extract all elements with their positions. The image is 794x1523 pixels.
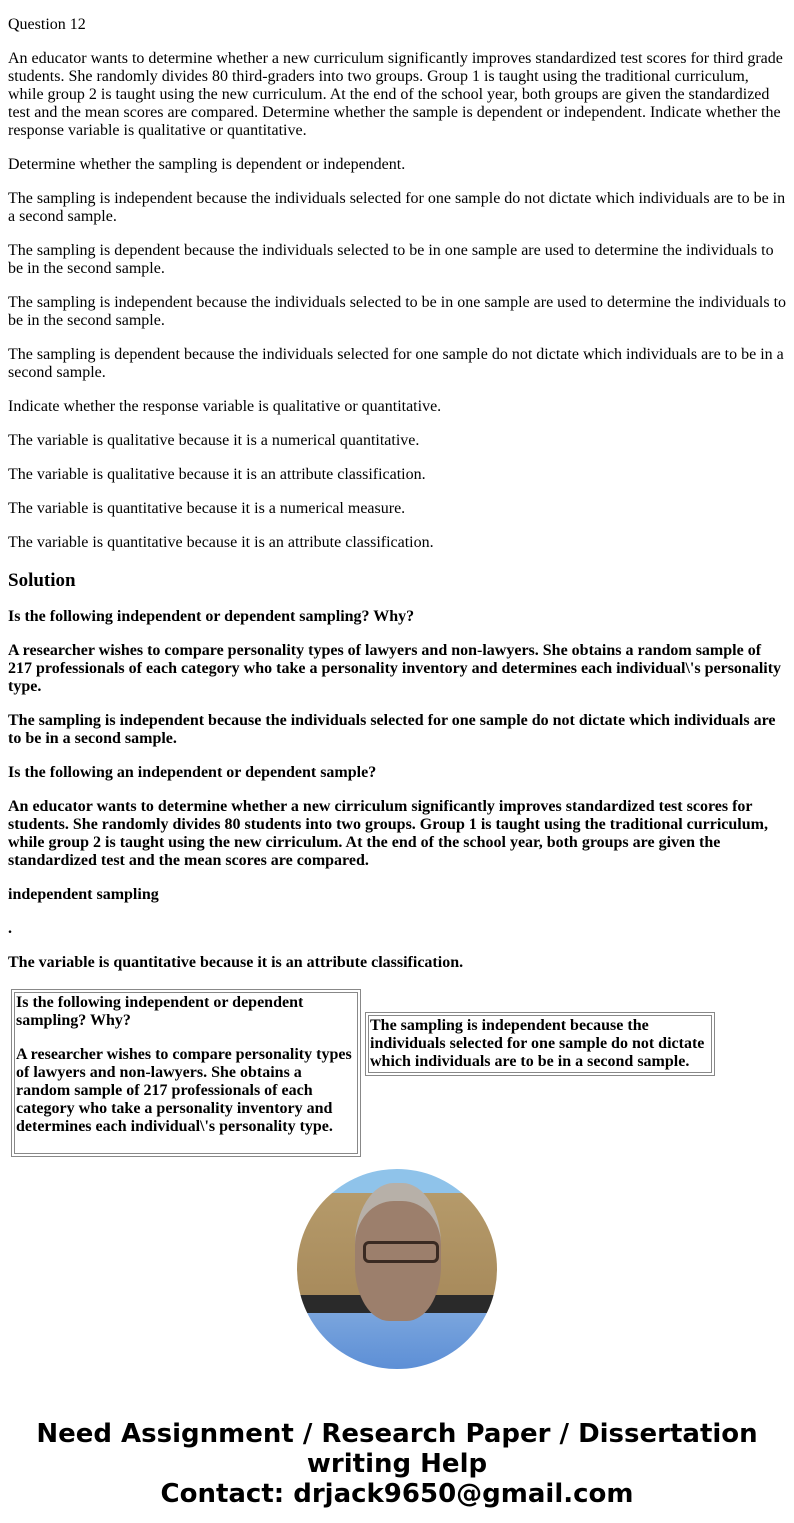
document-body (0, 16, 794, 1138)
tutor-avatar (297, 1169, 497, 1369)
solution-text: An educator wants to determine whether a new cirriculum significantly improves standardized test scores for students. She randomly divides 80 students into two groups. Group 1 is taught using the traditional curriculum, while group 2 is taught using the new cirriculum. At the end of the school year, both groups are given the standardized test and the mean scores are compared. (8, 798, 768, 869)
answer-cell (365, 1012, 715, 1076)
option: The sampling is dependent because the individuals selected for one sample do not dictate which individuals are to be in a second sample. (8, 346, 784, 381)
part1-prompt: Determine whether the sampling is dependent or independent. (8, 156, 406, 173)
option: The variable is quantitative because it is an attribute classification. (8, 534, 434, 551)
contact-banner (0, 1419, 794, 1509)
option: The variable is qualitative because it is an attribute classification. (8, 466, 426, 483)
solution-text: independent sampling (8, 886, 159, 903)
solution-heading: Solution (8, 570, 76, 591)
solution-text: Is the following an independent or dependent sample? (8, 764, 377, 781)
cell-question: Is the following independent or dependent sampling? Why? (16, 994, 304, 1029)
solution-text: A researcher wishes to compare personality types of lawyers and non-lawyers. She obtains a random sample of 217 professionals of each category who take a personality inventory and determines each individual\'s personality type. (8, 642, 782, 695)
option: The variable is qualitative because it is a numerical quantitative. (8, 432, 420, 449)
solution-text: Is the following independent or dependent sampling? Why? (8, 608, 415, 625)
option: The sampling is independent because the individuals selected to be in one sample are used to determine the individuals to be in the second sample. (8, 294, 787, 329)
solution-text: . (8, 920, 12, 937)
solution-text: The sampling is independent because the individuals selected for one sample do not dictate which individuals are to be in a second sample. (8, 712, 776, 747)
part2-prompt: Indicate whether the response variable is qualitative or quantitative. (8, 398, 442, 415)
question-title: Question 12 (8, 16, 86, 33)
question-cell (11, 989, 361, 1157)
help-text: Need Assignment / Research Paper / Dissertation writing Help (36, 1419, 758, 1479)
contact-email: Contact: drjack9650@gmail.com (160, 1479, 634, 1509)
cell-answer: The sampling is independent because the individuals selected for one sample do not dictate which individuals are to be in a second sample. (368, 1015, 712, 1073)
solution-table (8, 986, 718, 1160)
option: The sampling is dependent because the individuals selected to be in one sample are used to determine the individuals to be in the second sample. (8, 242, 774, 277)
cell-body: A researcher wishes to compare personality types of lawyers and non-lawyers. She obtains a random sample of 217 professionals of each category who take a personality inventory and determines each individual\'s personality type. (16, 1046, 352, 1135)
option: The variable is quantitative because it is a numerical measure. (8, 500, 406, 517)
option: The sampling is independent because the individuals selected for one sample do not dictate which individuals are to be in a second sample. (8, 190, 786, 225)
question-intro: An educator wants to determine whether a new curriculum significantly improves standardized test scores for third grade students. She randomly divides 80 third-graders into two groups. Group 1 is taught using the traditional curriculum, while group 2 is taught using the new curriculum. At the end of the school year, both groups are given the standardized test and the mean scores are compared. Determine whether the sample is dependent or independent. Indicate whether the response variable is qualitative or quantitative. (8, 50, 783, 139)
footer (0, 1138, 794, 1509)
solution-text: The variable is quantitative because it is an attribute classification. (8, 954, 464, 971)
